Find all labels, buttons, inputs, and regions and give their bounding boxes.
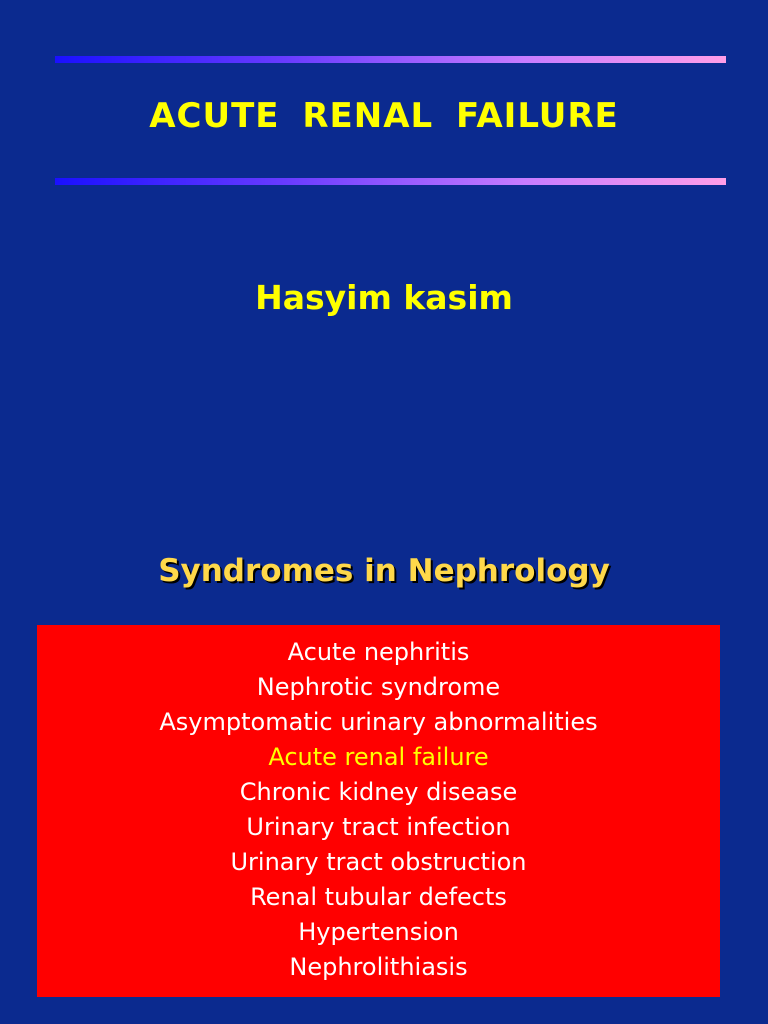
syndromes-list-box <box>37 625 720 997</box>
list-item: Urinary tract infection <box>246 813 511 841</box>
list-item: Urinary tract obstruction <box>230 848 527 876</box>
list-item: Nephrotic syndrome <box>256 673 501 701</box>
bottom-divider-rule <box>55 178 726 185</box>
author-name: Hasyim kasim <box>255 278 513 317</box>
syndromes-list <box>37 625 720 985</box>
section-heading: Syndromes in Nephrology <box>158 553 610 589</box>
top-divider-rule <box>55 56 726 63</box>
list-item: Renal tubular defects <box>250 883 507 911</box>
list-item: Nephrolithiasis <box>289 953 468 981</box>
list-item: Chronic kidney disease <box>239 778 518 806</box>
list-item: Acute nephritis <box>287 638 470 666</box>
slide-title: ACUTE RENAL FAILURE <box>149 96 619 136</box>
list-item-highlighted: Acute renal failure <box>268 743 489 771</box>
list-item: Hypertension <box>298 918 459 946</box>
list-item: Asymptomatic urinary abnormalities <box>159 708 598 736</box>
